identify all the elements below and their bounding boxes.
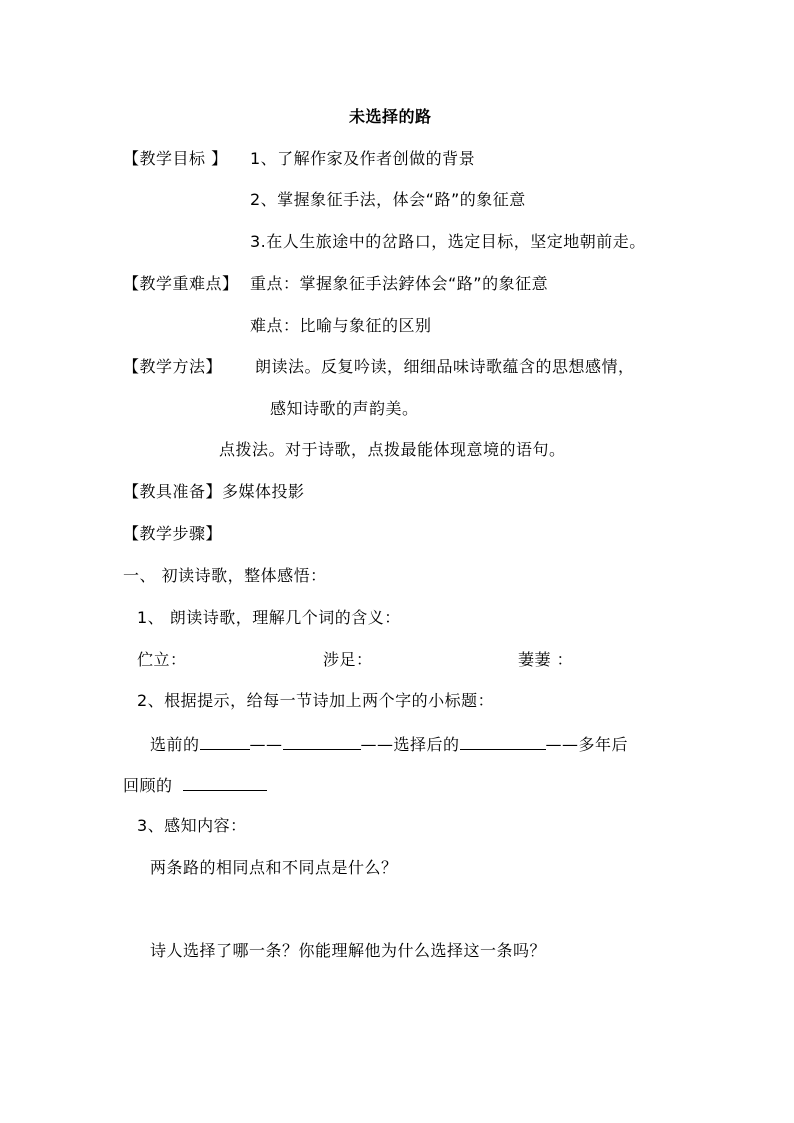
section-1-heading: 一、 初读诗歌，整体感悟： <box>123 566 327 585</box>
method-reading: 朗读法。反复吟读，细细品味诗歌蕴含的思想感情， <box>255 357 635 376</box>
q2-blank-4[interactable] <box>183 774 267 791</box>
tools-line <box>123 482 305 502</box>
q2-after-label: ——选择后的 <box>360 735 460 754</box>
q2-before-label: 选前的 <box>150 735 200 754</box>
question-3b: 诗人选择了哪一条？你能理解他为什么选择这一条吗？ <box>150 941 547 960</box>
q2-review-label: 回顾的 <box>123 776 173 795</box>
tools-label: 【教具准备】 <box>123 482 223 501</box>
vocab-word-1: 伫立： <box>137 650 187 669</box>
tools-value: 多媒体投影 <box>222 482 305 501</box>
question-1: 1、 朗读诗歌，理解几个词的含义： <box>137 608 401 627</box>
vocab-word-3: 萋萋 ： <box>518 650 574 669</box>
method-guidance: 点拨法。对于诗歌，点拨最能体现意境的语句。 <box>219 440 566 459</box>
question-3a: 两条路的相同点和不同点是什么？ <box>150 858 398 877</box>
document-title: 未选择的路 <box>349 107 432 126</box>
q2-years-later-label: ——多年后 <box>545 735 629 754</box>
question-2-blanks-row <box>150 733 628 755</box>
question-2-blanks-row-2 <box>123 774 267 796</box>
steps-label: 【教学步骤】 <box>123 524 223 543</box>
key-point-focus: 重点：掌握象征手法鋍体会“路”的象征意 <box>250 274 549 293</box>
q2-blank-3[interactable] <box>460 733 546 750</box>
q2-blank-1[interactable] <box>200 733 250 750</box>
question-3: 3、感知内容： <box>137 816 247 835</box>
objectives-label: 【教学目标 】 <box>123 149 228 168</box>
question-2: 2、根据提示，给每一节诗加上两个字的小标题： <box>137 691 495 710</box>
objective-item-2: 2、掌握象征手法，体会“路”的象征意 <box>250 190 526 209</box>
key-point-difficulty: 难点：比喻与象征的区别 <box>250 316 432 335</box>
objective-item-3: 3.在人生旅途中的岔路口，选定目标，坚定地朝前走。 <box>250 232 646 251</box>
key-points-label: 【教学重难点】 <box>123 274 239 293</box>
q2-dash-1: —— <box>249 735 283 754</box>
method-reading-cont: 感知诗歌的声韵美。 <box>270 399 419 418</box>
methods-label: 【教学方法】 <box>123 357 223 376</box>
vocab-word-2: 涉足： <box>323 650 373 669</box>
objective-item-1: 1、了解作家及作者创做的背景 <box>250 149 476 168</box>
q2-blank-2[interactable] <box>283 733 361 750</box>
